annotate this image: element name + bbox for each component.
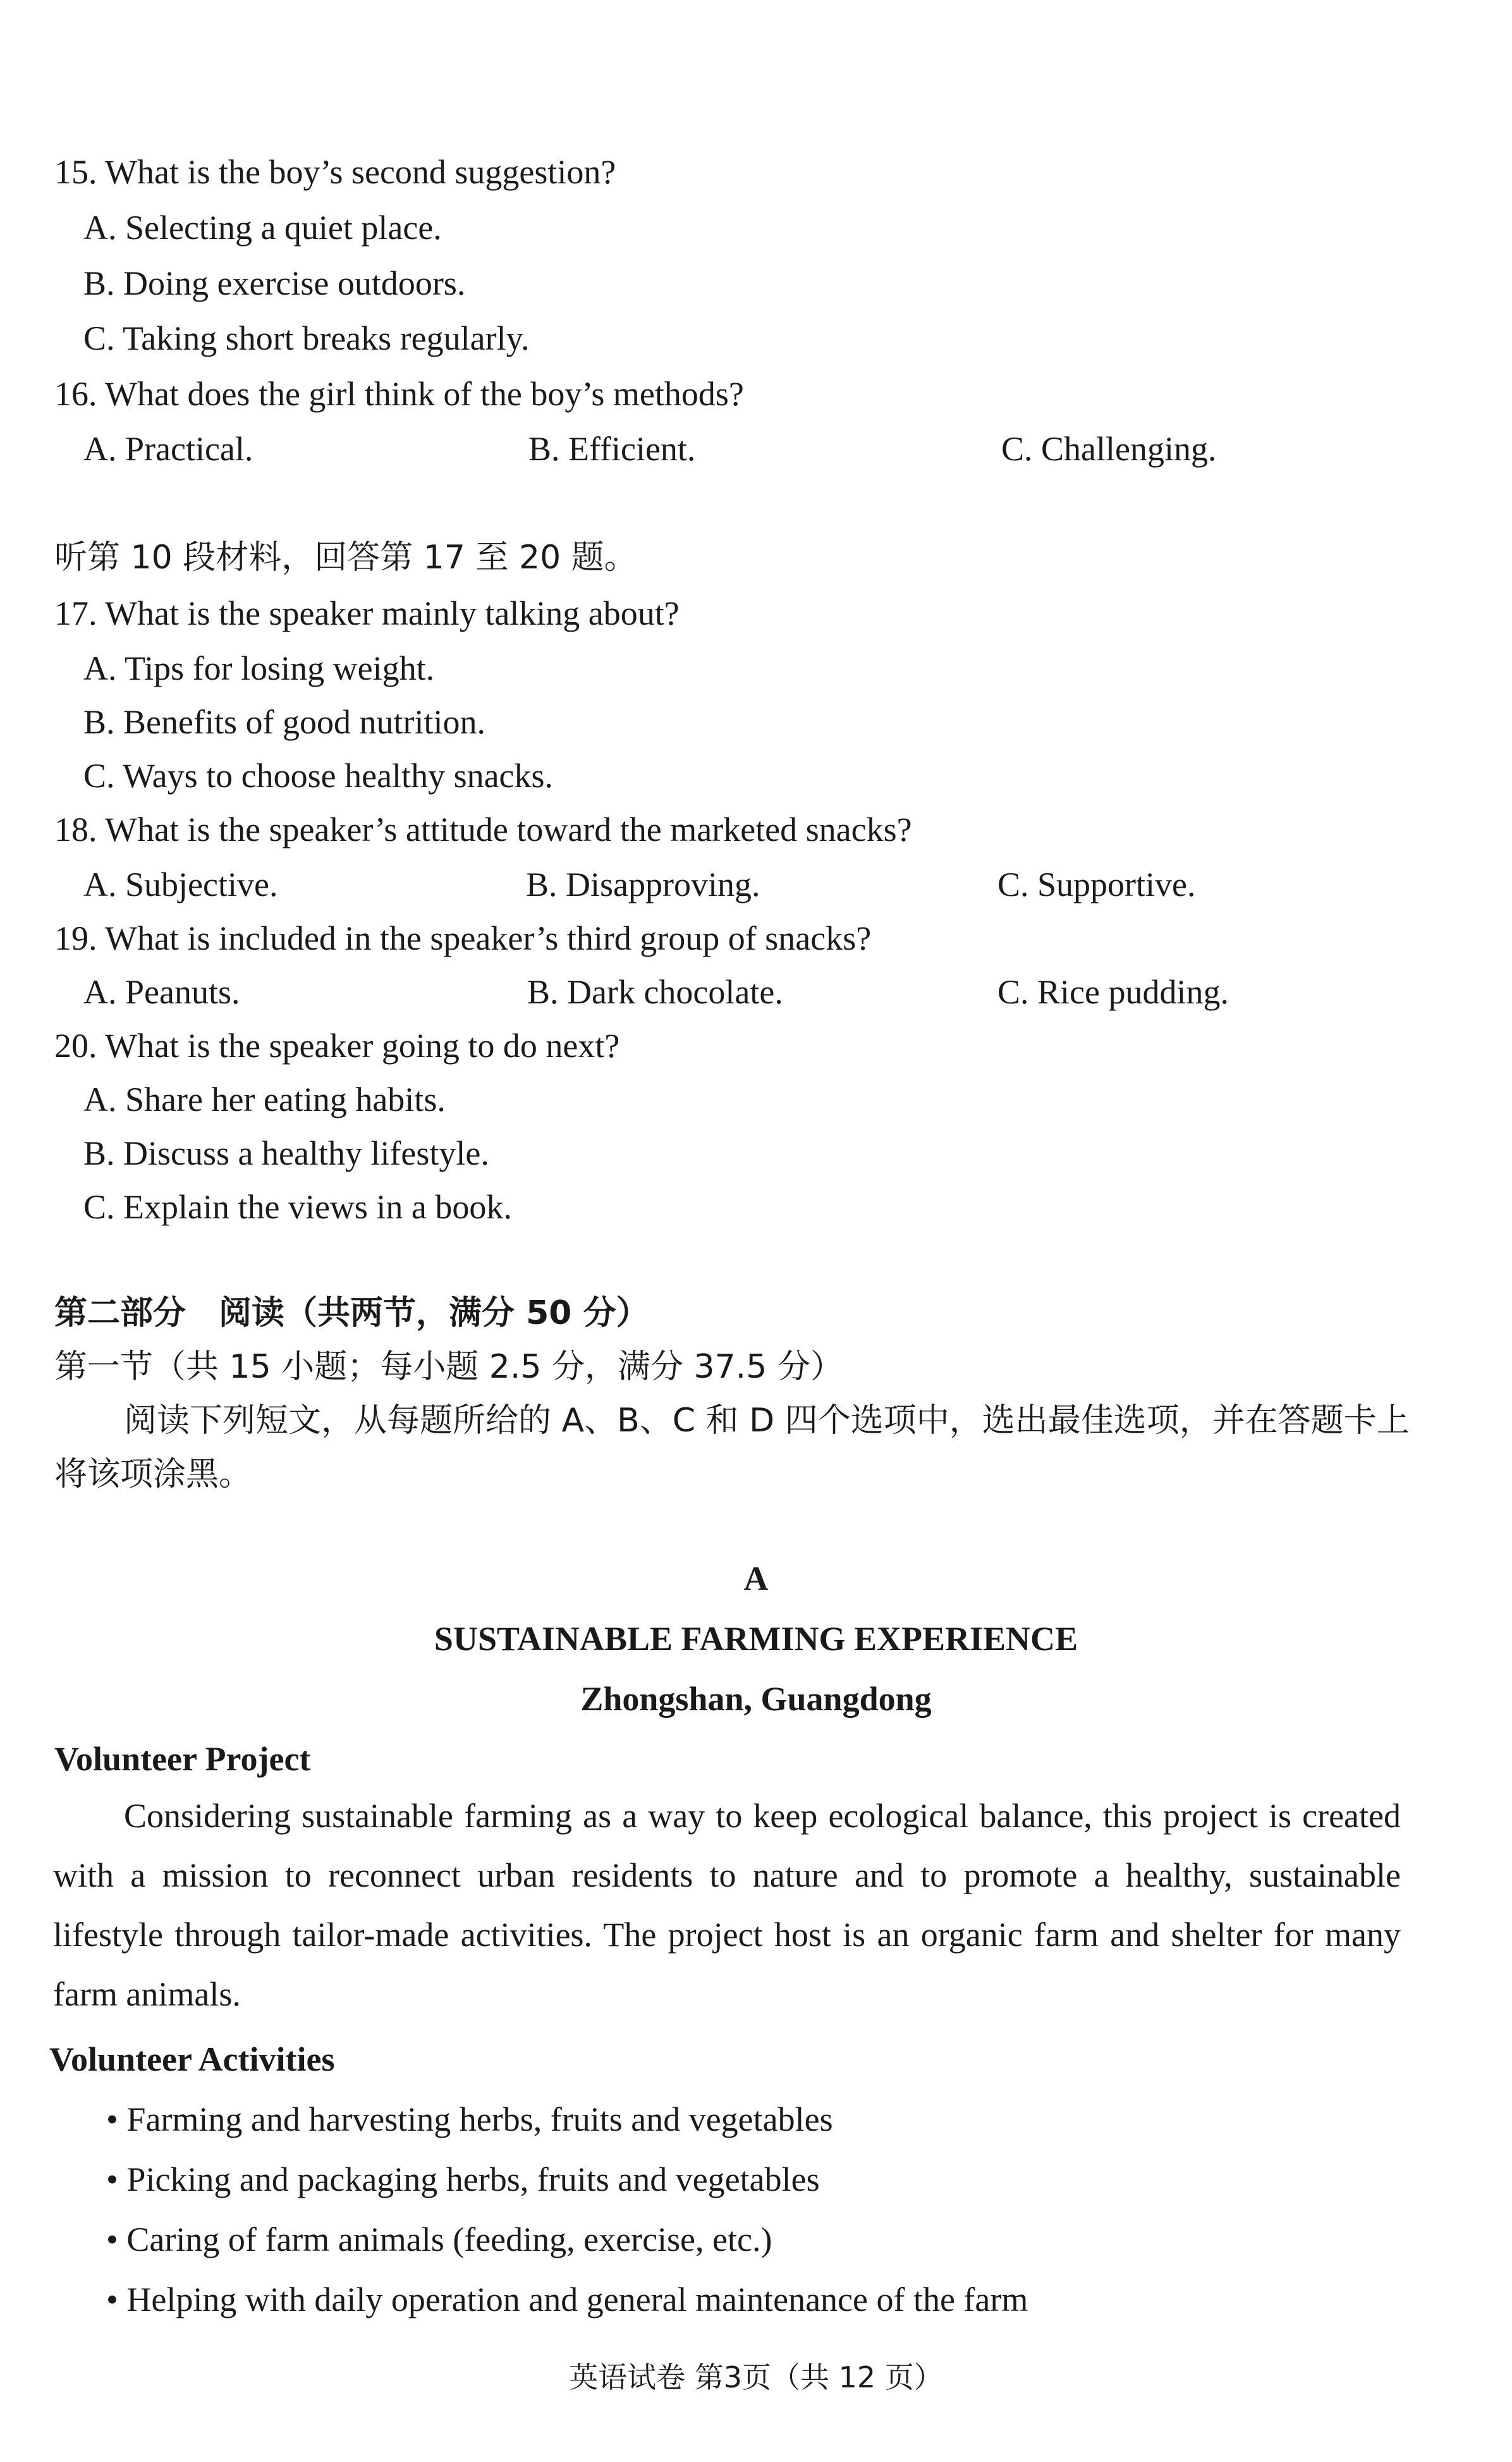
question-15-option-a: A. Selecting a quiet place. <box>83 209 442 247</box>
question-20-stem: 20. What is the speaker going to do next? <box>54 1027 620 1065</box>
question-19-option-c: C. Rice pudding. <box>997 973 1229 1011</box>
question-15-option-c: C. Taking short breaks regularly. <box>83 319 530 357</box>
question-19-option-a: A. Peanuts. <box>83 973 240 1011</box>
section-one-title: 第一节（共 15 小题；每小题 2.5 分，满分 37.5 分） <box>54 1348 843 1386</box>
volunteer-project-paragraph: Considering sustainable farming as a way to keep ecological balance, this project is created with a mission to reconnect urban residents to nature and to promote a healthy, sustainable lifestyle through tailor-made activities. The project host is an organic farm and shelter for many farm animals. <box>53 1797 1401 2013</box>
part-two-title: 第二部分 阅读（共两节，满分 50 分） <box>54 1294 649 1332</box>
question-17-option-c: C. Ways to choose healthy snacks. <box>83 757 554 795</box>
question-17-option-b: B. Benefits of good nutrition. <box>83 703 485 741</box>
question-16-stem: 16. What does the girl think of the boy’s methods? <box>54 375 744 413</box>
reading-instruction-line-1: 阅读下列短文，从每题所给的 A、B、C 和 D 四个选项中，选出最佳选项，并在答题卡上 <box>124 1402 1410 1440</box>
question-18-option-c: C. Supportive. <box>997 866 1196 903</box>
question-16-option-c: C. Challenging. <box>1001 430 1217 468</box>
passage-location: Zhongshan, Guangdong <box>580 1680 932 1718</box>
question-19-stem: 19. What is included in the speaker’s third group of snacks? <box>54 919 872 957</box>
activity-item: • Picking and packaging herbs, fruits and vegetables <box>106 2160 820 2198</box>
volunteer-activities-heading: Volunteer Activities <box>49 2040 335 2078</box>
page-footer: 英语试卷 第3页（共 12 页） <box>569 2360 943 2394</box>
question-17-stem: 17. What is the speaker mainly talking about? <box>54 594 680 632</box>
question-16-option-b: B. Efficient. <box>528 430 696 468</box>
volunteer-project-heading: Volunteer Project <box>54 1740 311 1778</box>
question-15-stem: 15. What is the boy’s second suggestion? <box>54 153 616 191</box>
question-18-option-a: A. Subjective. <box>83 866 278 903</box>
reading-instruction-line-2: 将该项涂黑。 <box>54 1455 252 1493</box>
passage-title: SUSTAINABLE FARMING EXPERIENCE <box>434 1620 1078 1658</box>
section-10-instruction: 听第 10 段材料，回答第 17 至 20 题。 <box>54 539 637 577</box>
activity-item: • Helping with daily operation and general maintenance of the farm <box>106 2281 1028 2318</box>
question-18-stem: 18. What is the speaker’s attitude toward the marketed snacks? <box>54 811 912 848</box>
question-20-option-c: C. Explain the views in a book. <box>83 1188 512 1226</box>
question-18-option-b: B. Disapproving. <box>526 866 760 903</box>
question-16-option-a: A. Practical. <box>83 430 253 468</box>
passage-letter: A <box>743 1560 769 1598</box>
question-19-option-b: B. Dark chocolate. <box>527 973 783 1011</box>
activity-item: • Farming and harvesting herbs, fruits and vegetables <box>106 2100 833 2138</box>
question-17-option-a: A. Tips for losing weight. <box>83 649 435 687</box>
question-20-option-a: A. Share her eating habits. <box>83 1081 446 1118</box>
question-15-option-b: B. Doing exercise outdoors. <box>83 264 466 302</box>
question-20-option-b: B. Discuss a healthy lifestyle. <box>83 1134 489 1172</box>
activity-item: • Caring of farm animals (feeding, exercise, etc.) <box>106 2220 772 2258</box>
